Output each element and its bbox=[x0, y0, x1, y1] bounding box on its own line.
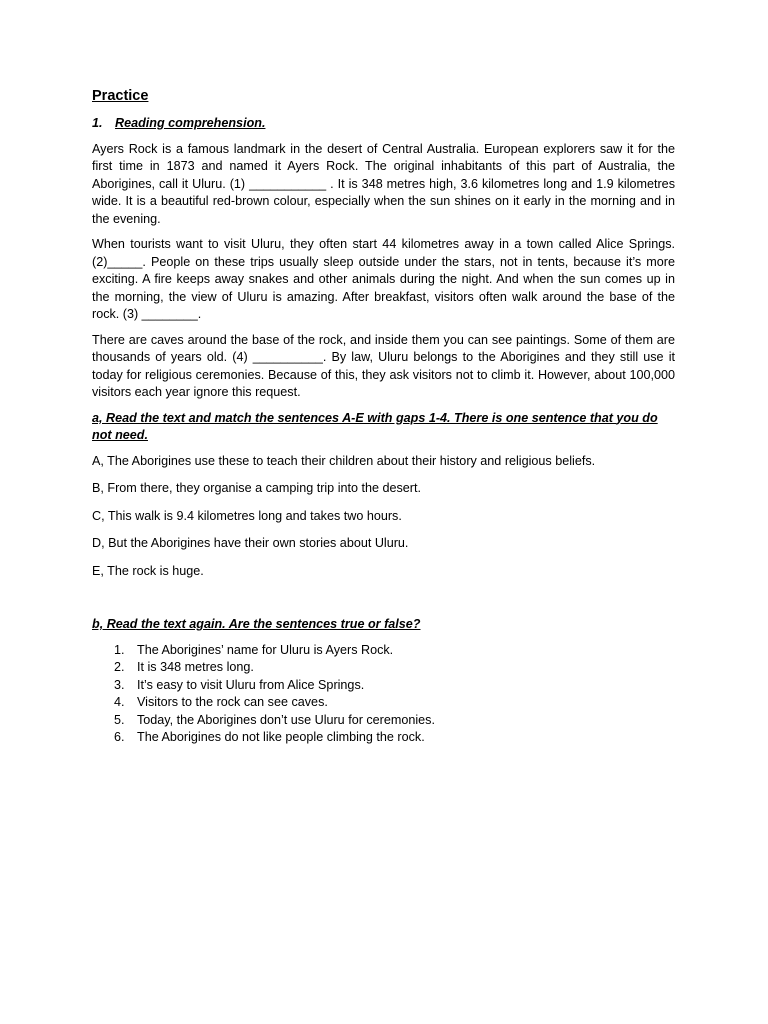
paragraph-3: There are caves around the base of the rock, and inside them you can see paintings. Some of them are thousands of years old. (4) __________. By law, Uluru belongs to the Aborigines and they still use it today for religious ceremonies. Because of this, they ask visitors not to climb it. However, about 100,000 visitors each year ignore this request. bbox=[92, 332, 675, 399]
list-text: The Aborigines do not like people climbing the rock. bbox=[137, 730, 425, 744]
list-item bbox=[92, 642, 675, 660]
list-number: 5. bbox=[114, 712, 125, 727]
list-item bbox=[92, 729, 675, 747]
list-item bbox=[92, 712, 675, 730]
list-item bbox=[92, 677, 675, 695]
option-b: B, From there, they organise a camping trip into the desert. bbox=[92, 481, 421, 495]
list-text: Visitors to the rock can see caves. bbox=[137, 695, 328, 709]
list-item bbox=[92, 659, 675, 677]
task-b-heading: b, Read the text again. Are the sentences true or false? bbox=[92, 617, 421, 631]
task-a-heading: a, Read the text and match the sentences A-E with gaps 1-4. There is one sentence that you do not need. bbox=[92, 410, 658, 442]
list-number: 4. bbox=[114, 695, 125, 709]
list-number: 6. bbox=[114, 730, 125, 744]
paragraph-2: When tourists want to visit Uluru, they often start 44 kilometres away in a town called Alice Springs. (2)_____. People on these trips usually sleep outside under the stars, not in tents, because it’s more exciting. A fire keeps away snakes and other animals during the night. And when the sun comes up in the morning, the view of Uluru is amazing. After breakfast, visitors often walk around the base of the rock. (3) ________. bbox=[92, 237, 675, 321]
paragraph-1: Ayers Rock is a famous landmark in the desert of Central Australia. European explorers saw it for the first time in 1873 and named it Ayers Rock. The original inhabitants of this part of Australia, the Aborigines, call it Uluru. (1) ___________ . It is 348 metres high, 3.6 kilometres long and 1.9 kilometres wide. It is a beautiful red-brown colour, especially when the sun shines on it early in the morning and in the evening. bbox=[92, 141, 675, 226]
list-item bbox=[92, 694, 675, 712]
list-number: 3. bbox=[114, 677, 125, 692]
true-false-list bbox=[92, 642, 675, 747]
list-text: The Aborigines’ name for Uluru is Ayers Rock. bbox=[137, 642, 394, 657]
option-e: E, The rock is huge. bbox=[92, 563, 204, 578]
spacer bbox=[92, 590, 675, 616]
section-label: Reading comprehension. bbox=[115, 116, 266, 130]
section-number: 1. bbox=[92, 116, 103, 130]
list-number: 1. bbox=[114, 642, 125, 657]
list-text: Today, the Aborigines don’t use Uluru for ceremonies. bbox=[137, 712, 435, 727]
section-heading bbox=[92, 115, 675, 133]
list-text: It’s easy to visit Uluru from Alice Springs. bbox=[137, 677, 365, 692]
option-a: A, The Aborigines use these to teach their children about their history and religious beliefs. bbox=[92, 453, 596, 468]
list-number: 2. bbox=[114, 660, 125, 674]
option-c: C, This walk is 9.4 kilometres long and takes two hours. bbox=[92, 508, 402, 523]
option-d: D, But the Aborigines have their own stories about Uluru. bbox=[92, 536, 409, 550]
page-title: Practice bbox=[92, 88, 149, 104]
document-page bbox=[92, 86, 675, 747]
list-text: It is 348 metres long. bbox=[137, 660, 254, 674]
